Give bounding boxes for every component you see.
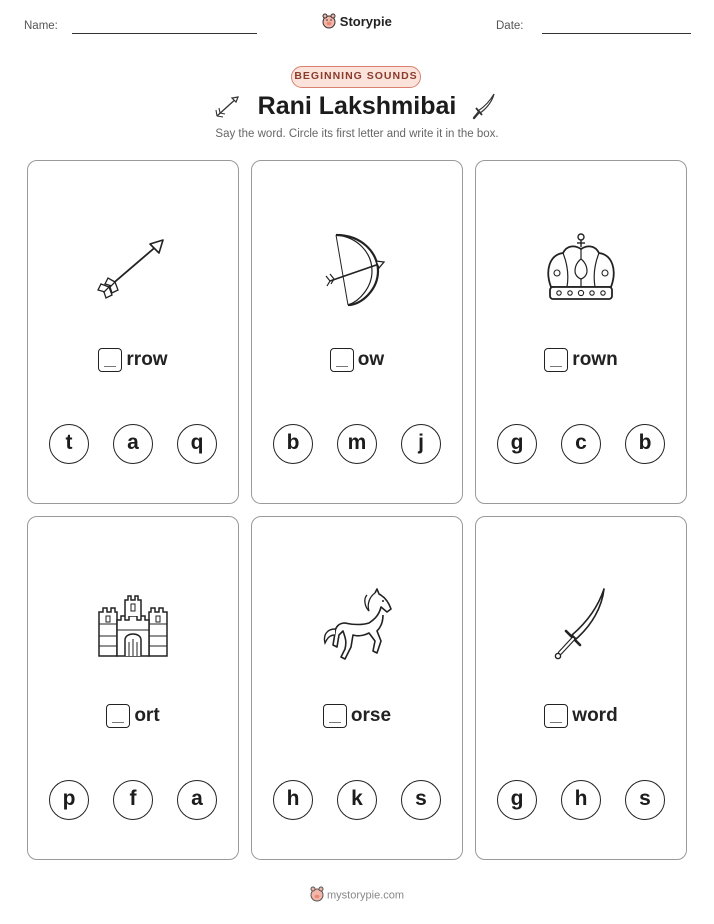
horse-icon — [252, 575, 462, 675]
word-arrow — [28, 348, 238, 372]
letter-answer-box[interactable] — [544, 704, 568, 728]
letter-answer-box[interactable] — [544, 348, 568, 372]
word-rest: rrow — [126, 349, 168, 370]
letter-choice[interactable]: g — [497, 424, 537, 464]
card-horse — [251, 516, 463, 860]
brand-logo — [0, 13, 714, 32]
letter-choice[interactable]: s — [625, 780, 665, 820]
word-horse — [252, 704, 462, 728]
card-sword — [475, 516, 687, 860]
letter-choice[interactable]: q — [177, 424, 217, 464]
letter-answer-box[interactable] — [106, 704, 130, 728]
word-bow — [252, 348, 462, 372]
letter-choice[interactable]: p — [49, 780, 89, 820]
sword-icon — [476, 575, 686, 675]
name-label: Name: — [24, 20, 58, 32]
date-label: Date: — [496, 20, 524, 32]
word-crown — [476, 348, 686, 372]
letter-choice[interactable]: a — [113, 424, 153, 464]
pig-mascot-icon — [310, 886, 324, 905]
word-fort — [28, 704, 238, 728]
letter-choice[interactable]: h — [273, 780, 313, 820]
letter-choice[interactable]: f — [113, 780, 153, 820]
word-rest: ow — [357, 349, 385, 370]
letter-choice[interactable]: m — [337, 424, 377, 464]
letter-choice[interactable]: g — [497, 780, 537, 820]
card-crown — [475, 160, 687, 504]
word-sword — [476, 704, 686, 728]
brand-name: Storypie — [339, 13, 392, 29]
card-bow — [251, 160, 463, 504]
date-line[interactable] — [542, 33, 691, 34]
pig-mascot-icon — [322, 13, 336, 32]
bow-icon — [252, 219, 462, 319]
footer-url[interactable]: mystorypie.com — [327, 889, 405, 902]
letter-choice[interactable]: s — [401, 780, 441, 820]
letter-choice[interactable]: b — [625, 424, 665, 464]
letter-choice[interactable]: k — [337, 780, 377, 820]
letter-choice[interactable]: j — [401, 424, 441, 464]
word-rest: orse — [350, 705, 392, 726]
letter-choice[interactable]: b — [273, 424, 313, 464]
letter-choice[interactable]: t — [49, 424, 89, 464]
letter-choice[interactable]: h — [561, 780, 601, 820]
instructions: Say the word. Circle its first letter and write it in the box. — [215, 128, 499, 140]
card-fort — [27, 516, 239, 860]
card-arrow — [27, 160, 239, 504]
fort-icon — [28, 575, 238, 675]
letter-answer-box[interactable] — [98, 348, 122, 372]
letter-answer-box[interactable] — [330, 348, 354, 372]
word-rest: word — [572, 705, 618, 726]
letter-choice[interactable]: a — [177, 780, 217, 820]
footer — [0, 886, 714, 905]
page-title: Rani Lakshmibai — [257, 92, 457, 120]
arrow-icon — [28, 219, 238, 319]
crown-icon — [476, 219, 686, 319]
sword-decoration-icon — [470, 92, 498, 127]
letter-answer-box[interactable] — [323, 704, 347, 728]
name-line[interactable] — [72, 33, 257, 34]
word-rest: ort — [134, 705, 160, 726]
word-rest: rown — [572, 349, 618, 370]
section-badge: BEGINNING SOUNDS — [291, 66, 421, 88]
letter-choice[interactable]: c — [561, 424, 601, 464]
